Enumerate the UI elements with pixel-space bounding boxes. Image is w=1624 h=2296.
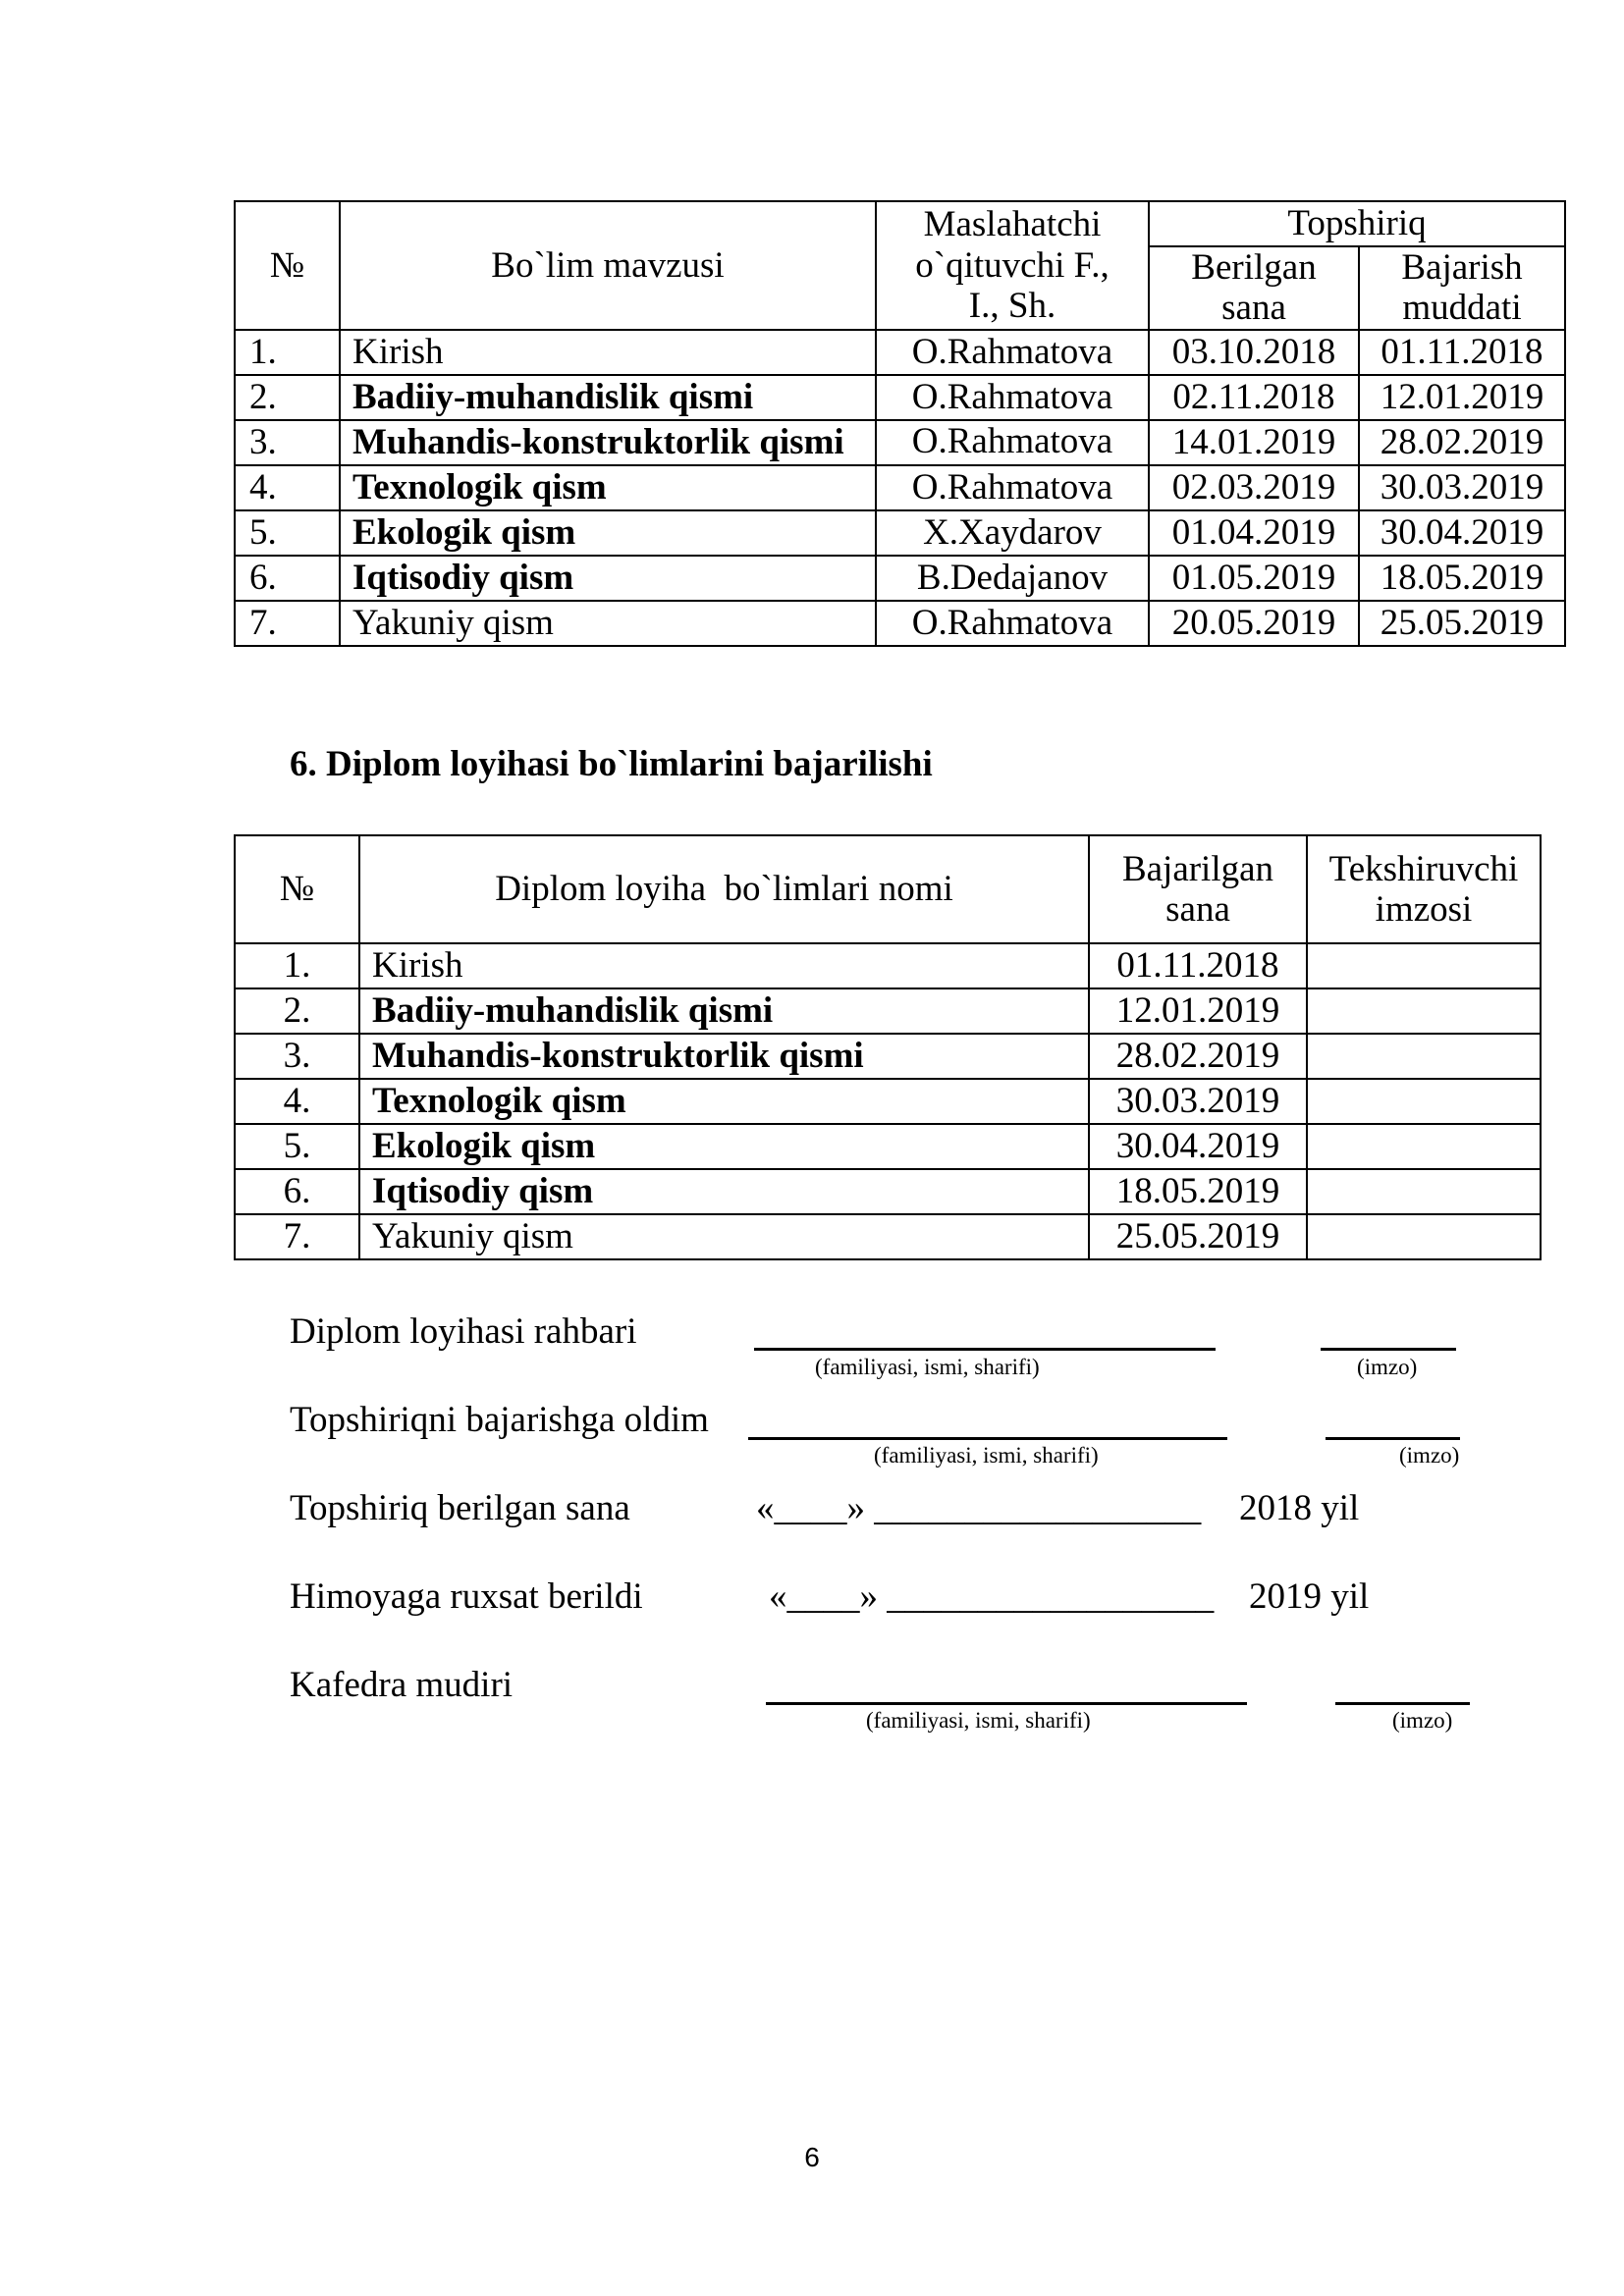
defense-date-year: 2019 yil <box>1249 1576 1370 1617</box>
head-sign-line <box>1335 1670 1470 1705</box>
header-task: Topshiriq <box>1149 201 1565 246</box>
assignment-table <box>234 200 1566 647</box>
head-name-hint: (familiyasi, ismi, sharifi) <box>866 1708 1091 1733</box>
row-reviewer-signature <box>1307 1079 1541 1124</box>
header-advisor: Maslahatchi o`qituvchi F., I., Sh. <box>876 201 1149 330</box>
row-reviewer-signature <box>1307 1214 1541 1259</box>
row-deadline: 01.11.2018 <box>1359 330 1565 375</box>
row-reviewer-signature <box>1307 1169 1541 1214</box>
row-advisor: O.Rahmatova <box>876 601 1149 646</box>
accepted-label: Topshiriqni bajarishga oldim <box>290 1400 709 1440</box>
row-section-name: Muhandis-konstruktorlik qismi <box>359 1034 1089 1079</box>
header-num: № <box>235 835 359 943</box>
row-num: 4. <box>235 465 340 510</box>
row-given-date: 14.01.2019 <box>1149 420 1359 465</box>
table-row <box>235 1034 1541 1079</box>
row-num: 6. <box>235 1169 359 1214</box>
row-given-date: 20.05.2019 <box>1149 601 1359 646</box>
task-date-blank: «____» __________________ <box>756 1488 1202 1528</box>
table-row <box>235 1079 1541 1124</box>
row-completed-date: 12.01.2019 <box>1089 988 1307 1034</box>
table-row <box>235 601 1565 646</box>
row-section-name: Kirish <box>359 943 1089 988</box>
row-section-name: Iqtisodiy qism <box>359 1169 1089 1214</box>
row-deadline: 30.03.2019 <box>1359 465 1565 510</box>
table-row <box>235 556 1565 601</box>
row-deadline: 18.05.2019 <box>1359 556 1565 601</box>
head-sign-hint: (imzo) <box>1392 1708 1453 1733</box>
task-date-year: 2018 yil <box>1239 1488 1360 1528</box>
row-topic: Iqtisodiy qism <box>340 556 876 601</box>
table-row <box>235 375 1565 420</box>
row-advisor: X.Xaydarov <box>876 510 1149 556</box>
row-advisor: O.Rahmatova <box>876 420 1149 465</box>
row-topic: Texnologik qism <box>340 465 876 510</box>
supervisor-name-hint: (familiyasi, ismi, sharifi) <box>815 1355 1040 1379</box>
row-num: 6. <box>235 556 340 601</box>
row-deadline: 30.04.2019 <box>1359 510 1565 556</box>
table-row <box>235 1124 1541 1169</box>
head-label: Kafedra mudiri <box>290 1665 514 1705</box>
row-num: 5. <box>235 1124 359 1169</box>
row-num: 5. <box>235 510 340 556</box>
row-reviewer-signature <box>1307 1034 1541 1079</box>
row-num: 1. <box>235 943 359 988</box>
row-topic: Muhandis-konstruktorlik qismi <box>340 420 876 465</box>
row-topic: Badiiy-muhandislik qismi <box>340 375 876 420</box>
row-advisor: O.Rahmatova <box>876 465 1149 510</box>
table-row <box>235 943 1541 988</box>
accepted-sign-line <box>1326 1405 1460 1440</box>
header-topic: Bo`lim mavzusi <box>340 201 876 330</box>
row-num: 7. <box>235 601 340 646</box>
defense-date-blank: «____» __________________ <box>769 1576 1215 1617</box>
table-row <box>235 420 1565 465</box>
table-row <box>235 465 1565 510</box>
accepted-name-hint: (familiyasi, ismi, sharifi) <box>874 1443 1099 1468</box>
supervisor-label: Diplom loyihasi rahbari <box>290 1311 637 1352</box>
row-completed-date: 30.03.2019 <box>1089 1079 1307 1124</box>
header-completed-date: Bajarilgan sana <box>1089 835 1307 943</box>
row-section-name: Ekologik qism <box>359 1124 1089 1169</box>
row-deadline: 28.02.2019 <box>1359 420 1565 465</box>
supervisor-sign-line <box>1321 1315 1456 1351</box>
head-name-line <box>766 1670 1247 1705</box>
row-num: 2. <box>235 375 340 420</box>
completion-table <box>234 834 1542 1260</box>
row-topic: Kirish <box>340 330 876 375</box>
row-reviewer-signature <box>1307 988 1541 1034</box>
row-section-name: Yakuniy qism <box>359 1214 1089 1259</box>
row-deadline: 25.05.2019 <box>1359 601 1565 646</box>
row-completed-date: 30.04.2019 <box>1089 1124 1307 1169</box>
row-topic: Yakuniy qism <box>340 601 876 646</box>
table-row <box>235 1214 1541 1259</box>
row-completed-date: 18.05.2019 <box>1089 1169 1307 1214</box>
row-given-date: 02.03.2019 <box>1149 465 1359 510</box>
supervisor-name-line <box>754 1315 1216 1351</box>
row-section-name: Texnologik qism <box>359 1079 1089 1124</box>
row-num: 4. <box>235 1079 359 1124</box>
row-given-date: 03.10.2018 <box>1149 330 1359 375</box>
accepted-name-line <box>748 1405 1227 1440</box>
header-reviewer-signature: Tekshiruvchi imzosi <box>1307 835 1541 943</box>
row-section-name: Badiiy-muhandislik qismi <box>359 988 1089 1034</box>
section-heading: 6. Diplom loyihasi bo`limlarini bajarilishi <box>290 744 933 784</box>
supervisor-sign-hint: (imzo) <box>1357 1355 1418 1379</box>
defense-label: Himoyaga ruxsat berildi <box>290 1576 643 1617</box>
header-num: № <box>235 201 340 330</box>
row-completed-date: 28.02.2019 <box>1089 1034 1307 1079</box>
row-num: 1. <box>235 330 340 375</box>
row-completed-date: 01.11.2018 <box>1089 943 1307 988</box>
header-deadline: Bajarish muddati <box>1359 246 1565 330</box>
row-given-date: 01.04.2019 <box>1149 510 1359 556</box>
row-num: 7. <box>235 1214 359 1259</box>
row-given-date: 01.05.2019 <box>1149 556 1359 601</box>
row-reviewer-signature <box>1307 943 1541 988</box>
table-row <box>235 988 1541 1034</box>
row-num: 3. <box>235 420 340 465</box>
row-completed-date: 25.05.2019 <box>1089 1214 1307 1259</box>
row-topic: Ekologik qism <box>340 510 876 556</box>
row-advisor: B.Dedajanov <box>876 556 1149 601</box>
row-num: 2. <box>235 988 359 1034</box>
header-section-name: Diplom loyiha bo`limlari nomi <box>359 835 1089 943</box>
row-reviewer-signature <box>1307 1124 1541 1169</box>
row-given-date: 02.11.2018 <box>1149 375 1359 420</box>
row-advisor: O.Rahmatova <box>876 375 1149 420</box>
table-row <box>235 1169 1541 1214</box>
row-advisor: O.Rahmatova <box>876 330 1149 375</box>
row-num: 3. <box>235 1034 359 1079</box>
table-row <box>235 510 1565 556</box>
header-given-date: Berilgan sana <box>1149 246 1359 330</box>
row-deadline: 12.01.2019 <box>1359 375 1565 420</box>
task-date-label: Topshiriq berilgan sana <box>290 1488 630 1528</box>
page-number: 6 <box>804 2142 820 2172</box>
accepted-sign-hint: (imzo) <box>1399 1443 1460 1468</box>
table-row <box>235 330 1565 375</box>
